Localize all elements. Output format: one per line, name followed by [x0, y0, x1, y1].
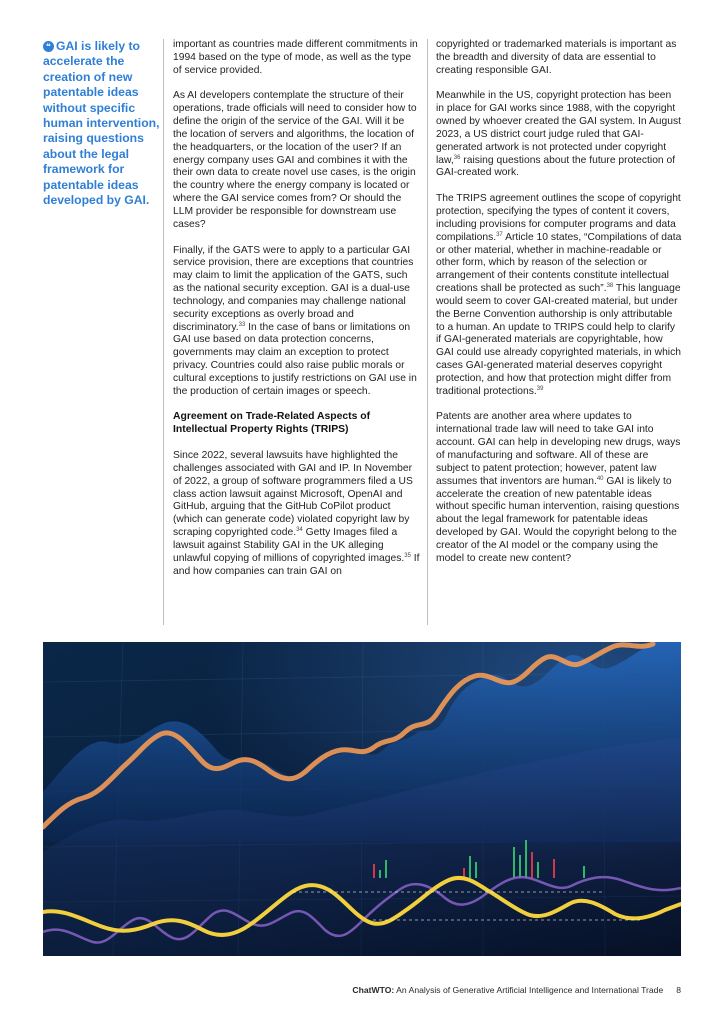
footnote-ref[interactable]: 33: [238, 321, 246, 328]
stock-chart-photo: [43, 642, 681, 956]
footer-title: An Analysis of Generative Artificial Intelligence and International Trade: [394, 985, 664, 995]
paragraph: Since 2022, several lawsuits have highlighted the challenges associated with GAI and IP. In November of 2022, a group of software programmers filed a US class action lawsuit against Microsoft, OpenAI and GitHub, arguing that the GitHub CoPilot product (which can generate code) violated copyright law by scraping copyrighted code.$^{34}$ Getty Images filed a lawsuit against Stability GAI in the UK alleging unlawful copying of millions of copyrighted images.$^{35}$ If and how companies can train GAI on: [173, 450, 420, 577]
footnote-ref[interactable]: 37: [496, 231, 503, 238]
page-footer: [0, 985, 681, 995]
footnote-ref[interactable]: 36: [453, 154, 461, 161]
page-number: 8: [676, 985, 681, 995]
pull-quote: [43, 39, 163, 208]
paragraph: Finally, if the GATS were to apply to a particular GAI service provision, there are exceptions that countries may claim to limit the application of the GATS, such as the national security exception. GAI is a dual-use technology, and companies may challenge national security exceptions as overly broad and discriminatory.$^{33}$ In the case of bans or limitations on GAI use based on data protection concerns, governments may claim an exception to protect privacy. Countries could also raise public morals or cultural exceptions to justify restrictions on GAI use in the production of certain images or speech.: [173, 244, 417, 397]
pull-quote-text: GAI is likely to accelerate the creation of new patentable ideas without specific human intervention, raising questions about the legal framework for patentable ideas developed by GAI.: [43, 39, 160, 208]
column-divider: [163, 39, 164, 625]
paragraph: As AI developers contemplate the structure of their operations, trade officials will need to consider how to define the origin of the service of the GAI. Will it be the location of servers and algorithms, the location of the headquarters, or the location of the user? If an energy company uses GAI and combines it with the their own data to create novel use cases, is the origin the country where the energy company is located or where the GAI service comes from? Or should the LLM provider be responsible for downstream use cases?: [173, 90, 417, 230]
footnote-ref[interactable]: 40: [596, 475, 604, 482]
paragraph: The TRIPS agreement outlines the scope of copyright protection, specifying the types of content it covers, including provisions for computer programs and data compilations.$^{37}$ Article 10 states, “Compilations of data or other material, whether in machine-readable or other form, which by reason of the selection or arrangement of their contents constitute intellectual creations shall be protected as such”.$^{38}$ This language would seem to cover GAI-created material, but under the Berne Convention authorship is only attributable to a human. An update to TRIPS could help to clarify if GAI-generated materials are copyrightable, how GAI could use already copyrighted materials, in which cases GAI-generated material deserves copyright protection, and how that protection might differ from traditional protections.$^{39}$: [436, 193, 682, 397]
text-column-2: [436, 39, 682, 578]
quote-icon: ❝: [43, 41, 54, 52]
footer-brand: ChatWTO:: [352, 985, 395, 995]
paragraph: Patents are another area where updates to international trade law will need to take GAI into account. GAI can help in developing new drugs, ways of manufacturing and software. All of these are subject to patent protection; however, patent law assumes that inventors are human.$^{40}$ GAI is likely to accelerate the creation of new patentable ideas without specific human intervention, raising questions about the legal framework for patentable ideas developed by GAI. Would the copyright belong to the creator of the AI model or the company using the model to create new content?: [436, 411, 681, 564]
paragraph: copyrighted or trademarked materials is important as the breadth and diversity of data are essential to creating responsible GAI.: [436, 39, 677, 76]
paragraph: important as countries made different commitments in 1994 based on the type of mode, as well as the type of service provided.: [173, 39, 418, 76]
footnote-ref[interactable]: 35: [404, 552, 411, 559]
column-divider: [427, 39, 428, 625]
section-heading: Agreement on Trade-Related Aspects of Intellectual Property Rights (TRIPS): [173, 411, 371, 436]
footnote-ref[interactable]: 34: [296, 527, 303, 534]
text-column-1: [173, 39, 420, 591]
footnote-ref[interactable]: 38: [606, 283, 614, 290]
paragraph: Meanwhile in the US, copyright protection has been in place for GAI works since 1988, with the copyright owned by whoever created the GAI system. In August 2023, a US district court judge ruled that GAI-generated artwork is not protected under copyright law,$^{36}$ raising questions about the future protection of GAI-created work.: [436, 90, 681, 179]
footnote-ref[interactable]: 39: [536, 385, 544, 392]
